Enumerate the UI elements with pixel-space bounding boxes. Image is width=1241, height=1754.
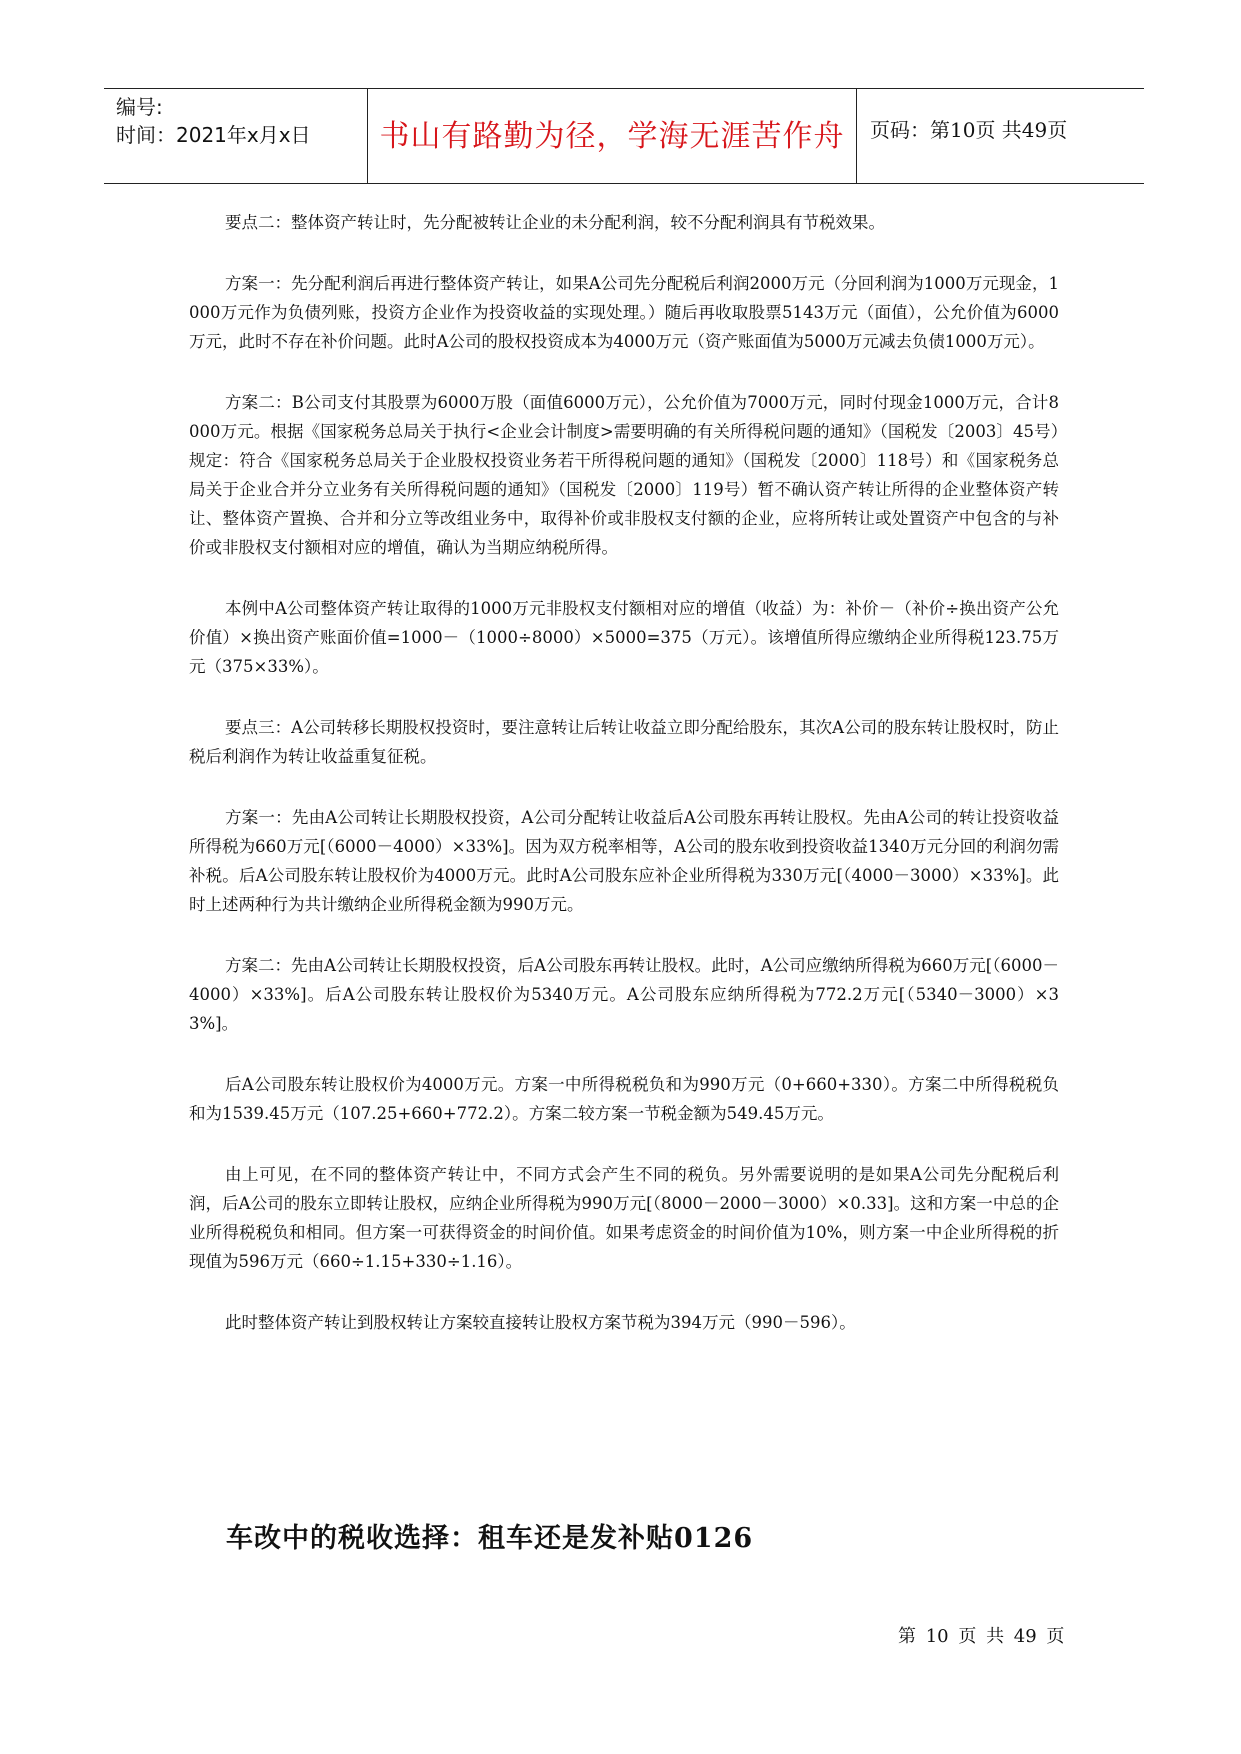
paragraph: 方案一：先由A公司转让长期股权投资，A公司分配转让收益后A公司股东再转让股权。先由A公司的转让投资收益所得税为660万元[（6000－4000）×33%]。因为双方税率相等，A公司的股东收到投资收益1340万元分回的利润勿需补税。后A公司股东转让股权价为4000万元。此时A公司股东应补企业所得税为330万元[（4000－3000）×33%]。此时上述两种行为共计缴纳企业所得税金额为990万元。	[189, 808, 1059, 914]
paragraph: 方案一：先分配利润后再进行整体资产转让，如果A公司先分配税后利润2000万元（分回利润为1000万元现金，1000万元作为负债列账，投资方企业作为投资收益的实现处理。）随后再收取股票5143万元（面值），公允价值为6000万元，此时不存在补价问题。此时A公司的股权投资成本为4000万元（资产账面值为5000万元减去负债1000万元）。	[189, 274, 1059, 351]
paragraph: 由上可见，在不同的整体资产转让中，不同方式会产生不同的税负。另外需要说明的是如果A公司先分配税后利润，后A公司的股东立即转让股权，应纳企业所得税为990万元[（8000－2000－3000）×0.33]。这和方案一中总的企业所得税税负和相同。但方案一可获得资金的时间价值。如果考虑资金的时间价值为10%，则方案一中企业所得税的折现值为596万元（660÷1.15+330÷1.16）。	[189, 1165, 1059, 1271]
paragraph: 要点三：A公司转移长期股权投资时，要注意转让后转让收益立即分配给股东，其次A公司的股东转让股权时，防止税后利润作为转让收益重复征税。	[189, 718, 1059, 766]
paragraph: 要点二：整体资产转让时，先分配被转让企业的未分配利润，较不分配利润具有节税效果。	[225, 213, 885, 232]
header-time-label: 时间：2021年x月x日	[116, 123, 311, 147]
paragraph: 本例中A公司整体资产转让取得的1000万元非股权支付额相对应的增值（收益）为：补价－（补价÷换出资产公允价值）×换出资产账面价值=1000－（1000÷8000）×5000=375（万元）。该增值所得应缴纳企业所得税123.75万元（375×33%）。	[189, 599, 1059, 676]
paragraph: 方案二：B公司支付其股票为6000万股（面值6000万元），公允价值为7000万元，同时付现金1000万元，合计8000万元。根据《国家税务总局关于执行<企业会计制度>需要明确的有关所得税问题的通知》（国税发〔2003〕45号）规定：符合《国家税务总局关于企业股权投资业务若干所得税问题的通知》（国税发〔2000〕118号）和《国家税务总局关于企业合并分立业务有关所得税问题的通知》（国税发〔2000〕119号）暂不确认资产转让所得的企业整体资产转让、整体资产置换、合并和分立等改组业务中，取得补价或非股权支付额的企业，应将所转让或处置资产中包含的与补价或非股权支付额相对应的增值，确认为当期应纳税所得。	[189, 393, 1059, 557]
paragraph: 此时整体资产转让到股权转让方案较直接转让股权方案节税为394万元（990－596）。	[225, 1313, 856, 1332]
section-heading: 车改中的税收选择：租车还是发补贴0126	[226, 1523, 754, 1554]
header-number-label: 编号:	[116, 95, 163, 119]
header-page-label: 页码：第10页 共49页	[870, 117, 1068, 142]
header-motto-cell	[367, 89, 857, 183]
page-header	[104, 88, 1144, 184]
header-page-cell	[870, 81, 1140, 175]
paragraph: 方案二：先由A公司转让长期股权投资，后A公司股东再转让股权。此时，A公司应缴纳所得税为660万元[（6000－4000）×33%]。后A公司股东转让股权价为5340万元。A公司股东应纳所得税为772.2万元[（5340－3000）×33%]。	[189, 956, 1059, 1033]
header-meta	[116, 93, 366, 149]
document-body	[189, 208, 1059, 1369]
paragraph: 后A公司股东转让股权价为4000万元。方案一中所得税税负和为990万元（0+660+330）。方案二中所得税税负和为1539.45万元（107.25+660+772.2）。方案二较方案一节税金额为549.45万元。	[189, 1075, 1059, 1123]
page-footer: 第 10 页 共 49 页	[898, 1626, 1065, 1647]
header-motto: 书山有路勤为径，学海无涯苦作舟	[379, 119, 845, 154]
